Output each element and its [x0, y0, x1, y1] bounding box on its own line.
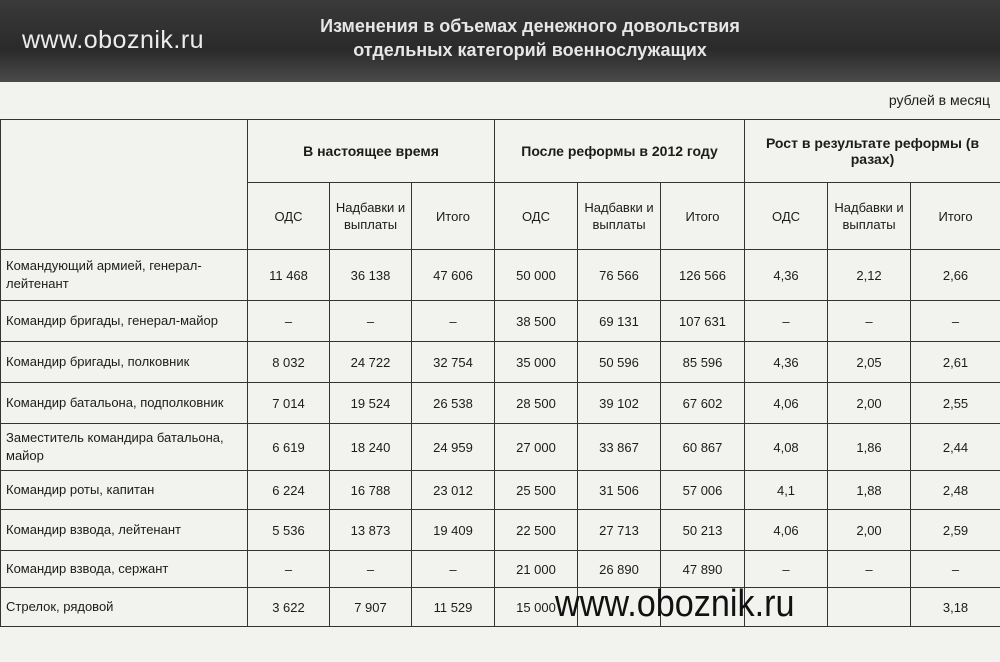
- table-cell: 76 566: [578, 250, 661, 301]
- table-row: [1, 510, 1000, 551]
- subheader-cell: ОДС: [248, 183, 330, 250]
- table-cell: 69 131: [578, 301, 661, 342]
- table-cell: 19 409: [412, 510, 495, 551]
- table-cell: 2,55: [911, 383, 1000, 424]
- table-cell: –: [911, 551, 1000, 588]
- table-cell: 25 500: [495, 471, 578, 510]
- units-label: рублей в месяц: [888, 92, 990, 108]
- table-cell: –: [330, 551, 412, 588]
- table-cell: 11 529: [412, 588, 495, 627]
- table-cell: 4,36: [745, 342, 828, 383]
- table-cell: 19 524: [330, 383, 412, 424]
- subheader-cell: ОДС: [495, 183, 578, 250]
- row-label: Командир взвода, лейтенант: [1, 510, 248, 551]
- table-cell: 126 566: [661, 250, 745, 301]
- table-cell: 21 000: [495, 551, 578, 588]
- table-cell: 22 500: [495, 510, 578, 551]
- table-cell: –: [911, 301, 1000, 342]
- group-header-growth: Рост в результате реформы (в разах): [745, 120, 1000, 183]
- table-cell: 15 000: [495, 588, 578, 627]
- page-title: [250, 14, 810, 62]
- table-cell: –: [330, 301, 412, 342]
- table-cell: 4,1: [745, 471, 828, 510]
- table-cell: 26 538: [412, 383, 495, 424]
- header-banner: [0, 0, 1000, 82]
- table-cell: 23 012: [412, 471, 495, 510]
- subheader-cell: Итого: [661, 183, 745, 250]
- table-cell: 4,08: [745, 424, 828, 471]
- subheader-cell: ОДС: [745, 183, 828, 250]
- row-label: Заместитель командира батальона, майор: [1, 424, 248, 471]
- table-cell: –: [828, 301, 911, 342]
- watermark: www.oboznik.ru: [555, 583, 795, 625]
- table-cell: 27 000: [495, 424, 578, 471]
- table-cell: 39 102: [578, 383, 661, 424]
- row-label: Командир роты, капитан: [1, 471, 248, 510]
- group-header-after-reform: После реформы в 2012 году: [495, 120, 745, 183]
- site-url: www.oboznik.ru: [22, 26, 205, 54]
- table-cell: 3 622: [248, 588, 330, 627]
- table-cell: –: [828, 551, 911, 588]
- table-cell: 27 713: [578, 510, 661, 551]
- table-row: [1, 551, 1000, 588]
- table-cell: 6 619: [248, 424, 330, 471]
- table-cell: 13 873: [330, 510, 412, 551]
- table-cell: 5 536: [248, 510, 330, 551]
- title-line-2: отдельных категорий военнослужащих: [353, 40, 707, 60]
- pay-table: [0, 119, 1000, 627]
- table-cell: 24 722: [330, 342, 412, 383]
- table-cell: 2,59: [911, 510, 1000, 551]
- row-label: Командир батальона, подполковник: [1, 383, 248, 424]
- table-cell: 35 000: [495, 342, 578, 383]
- table-cell: 11 468: [248, 250, 330, 301]
- table-cell: –: [745, 301, 828, 342]
- subheader-cell: Итого: [911, 183, 1000, 250]
- table-row: [1, 250, 1000, 301]
- table-cell: 67 602: [661, 383, 745, 424]
- subheader-cell: Надбавки и выплаты: [578, 183, 661, 250]
- table-cell: 2,66: [911, 250, 1000, 301]
- table-row: [1, 301, 1000, 342]
- row-label: Командир бригады, полковник: [1, 342, 248, 383]
- table-cell: 1,86: [828, 424, 911, 471]
- table-cell: 2,00: [828, 510, 911, 551]
- row-label: Стрелок, рядовой: [1, 588, 248, 627]
- subheader-cell: Надбавки и выплаты: [330, 183, 412, 250]
- group-header-current: В настоящее время: [248, 120, 495, 183]
- table-cell: 6 224: [248, 471, 330, 510]
- table-cell: –: [745, 551, 828, 588]
- table-cell: 31 506: [578, 471, 661, 510]
- table-body: [1, 250, 1000, 627]
- table-cell: –: [248, 301, 330, 342]
- table-cell: 107 631: [661, 301, 745, 342]
- row-label: Командир бригады, генерал-майор: [1, 301, 248, 342]
- table-cell: 47 606: [412, 250, 495, 301]
- row-header-cell: [1, 120, 248, 250]
- table-cell: 85 596: [661, 342, 745, 383]
- row-label: Командир взвода, сержант: [1, 551, 248, 588]
- table-cell: 8 032: [248, 342, 330, 383]
- table-cell: 7 014: [248, 383, 330, 424]
- table-cell: 2,48: [911, 471, 1000, 510]
- title-line-1: Изменения в объемах денежного довольствия: [320, 16, 740, 36]
- table-row: [1, 471, 1000, 510]
- table-row: [1, 383, 1000, 424]
- table-cell: 28 500: [495, 383, 578, 424]
- table-cell: –: [412, 301, 495, 342]
- table-cell: 2,05: [828, 342, 911, 383]
- table-cell: 7 907: [330, 588, 412, 627]
- table-cell: 32 754: [412, 342, 495, 383]
- table-cell: 2,44: [911, 424, 1000, 471]
- table-cell: 50 000: [495, 250, 578, 301]
- table-cell: 2,61: [911, 342, 1000, 383]
- table-cell: 36 138: [330, 250, 412, 301]
- table-cell: 60 867: [661, 424, 745, 471]
- table-cell: 57 006: [661, 471, 745, 510]
- table-cell: 38 500: [495, 301, 578, 342]
- table-cell: 4,06: [745, 510, 828, 551]
- table-row: [1, 342, 1000, 383]
- table-cell: 1,88: [828, 471, 911, 510]
- table-cell: 3,18: [911, 588, 1000, 627]
- table-cell: 47 890: [661, 551, 745, 588]
- table-cell: 18 240: [330, 424, 412, 471]
- table-row: [1, 588, 1000, 627]
- table-cell: 2,00: [828, 383, 911, 424]
- table-cell: 4,36: [745, 250, 828, 301]
- table-row: [1, 424, 1000, 471]
- table-cell: [828, 588, 911, 627]
- table-cell: 26 890: [578, 551, 661, 588]
- subheader-cell: Надбавки и выплаты: [828, 183, 911, 250]
- table-cell: 2,12: [828, 250, 911, 301]
- table-cell: 16 788: [330, 471, 412, 510]
- row-label: Командующий армией, генерал-лейтенант: [1, 250, 248, 301]
- table-cell: 33 867: [578, 424, 661, 471]
- subheader-cell: Итого: [412, 183, 495, 250]
- table-cell: –: [248, 551, 330, 588]
- table-cell: 50 213: [661, 510, 745, 551]
- table-cell: –: [412, 551, 495, 588]
- table-cell: 4,06: [745, 383, 828, 424]
- table-cell: 50 596: [578, 342, 661, 383]
- table-cell: 24 959: [412, 424, 495, 471]
